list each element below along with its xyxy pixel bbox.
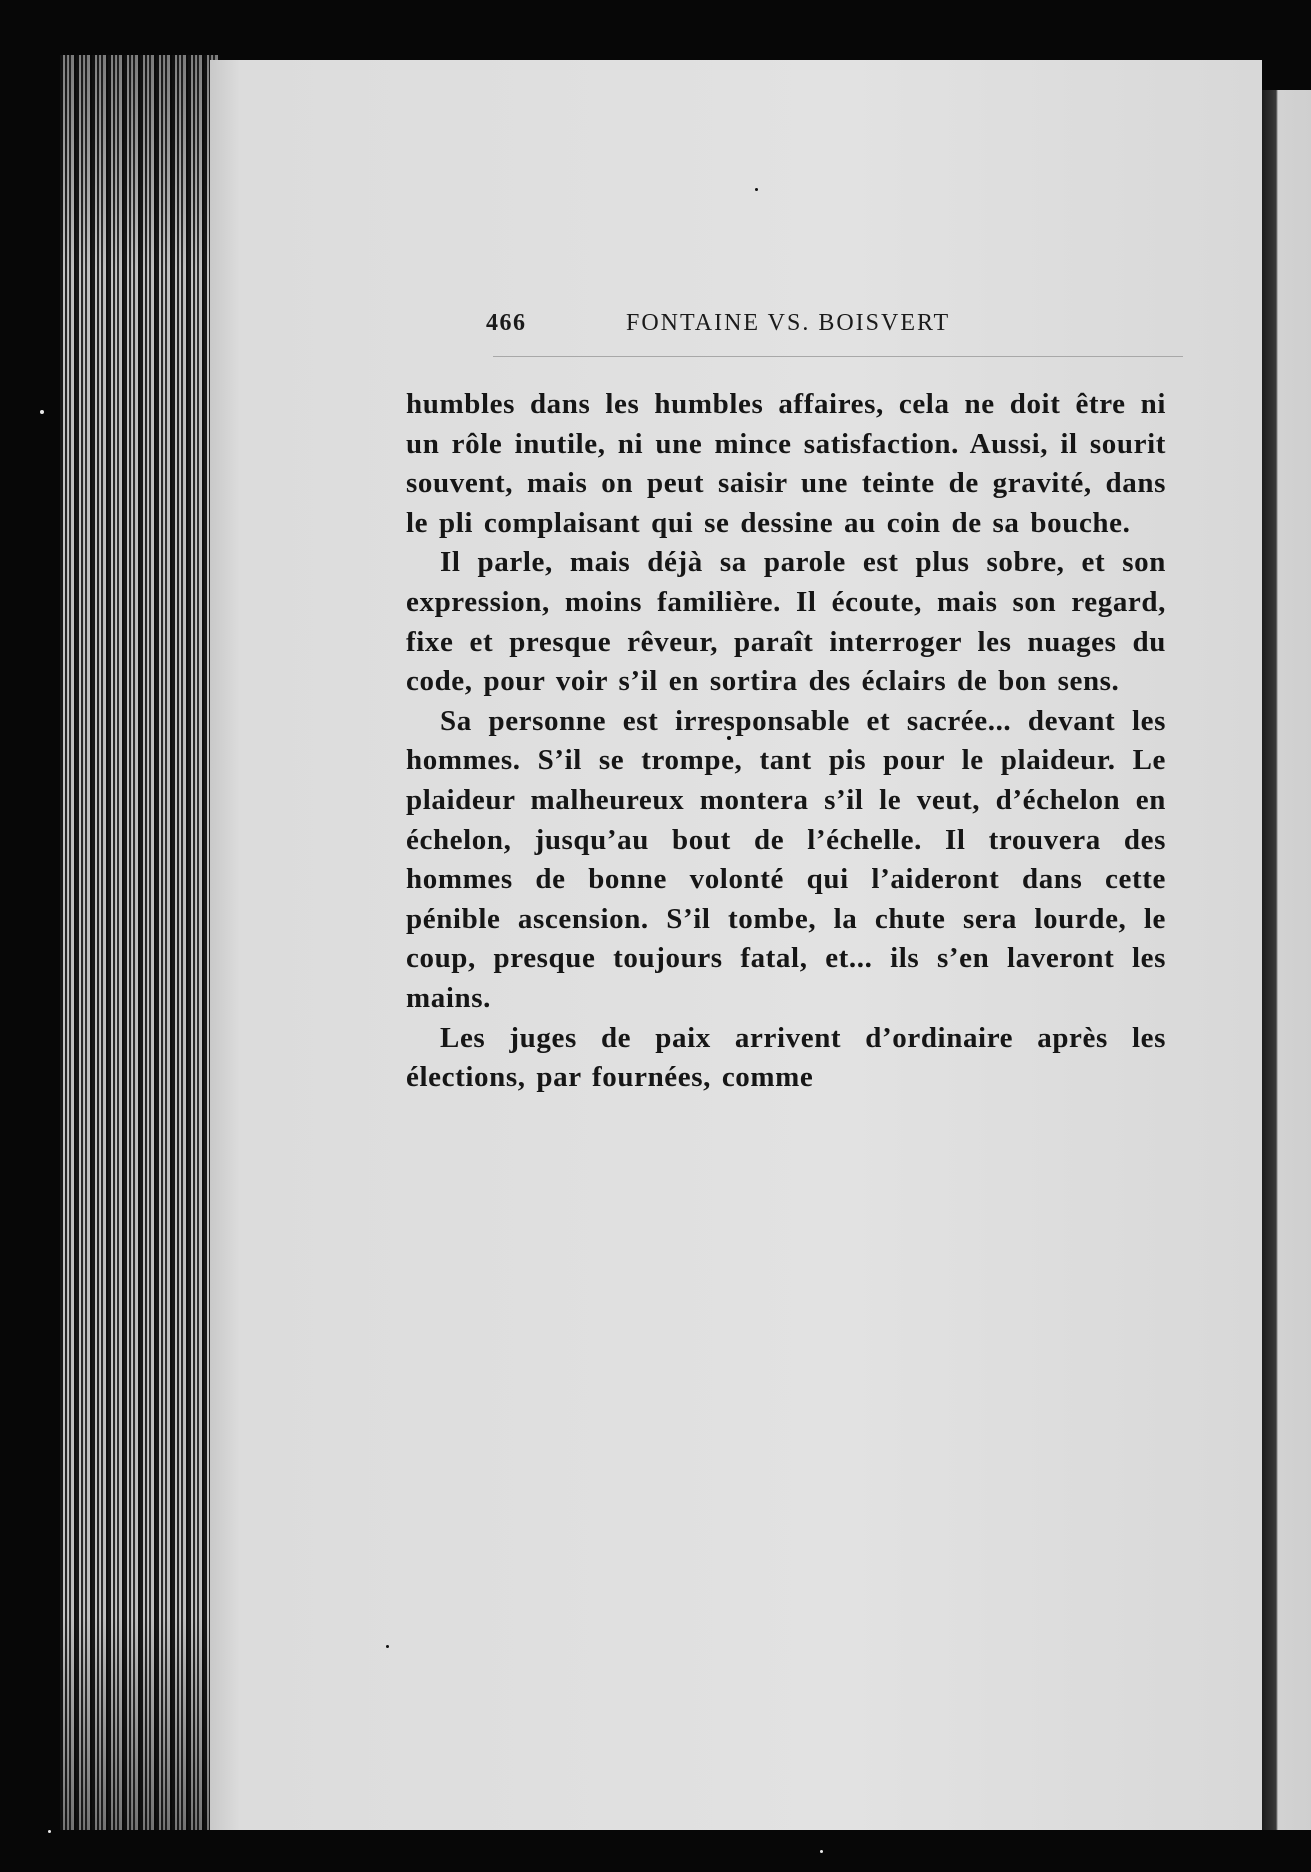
scan-speck — [48, 1830, 51, 1833]
book-page-edges — [60, 55, 220, 1830]
paragraph: humbles dans les humbles affaires, cela ne doit être ni un rôle inutile, ni une mince satisfaction. Aussi, il sourit souvent, mais on peut saisir une teinte de gravité, dans le pli complaisant qui se dessine au coin de sa bouche. — [406, 388, 1166, 539]
scan-speck — [386, 1645, 389, 1648]
scan-speck — [820, 1850, 823, 1853]
paragraph: Il parle, mais déjà sa parole est plus sobre, et son expression, moins familière. Il écoute, mais son regard, fixe et presque rêveur, paraît interroger les nuages du code, pour voir s’il en sortira des éclairs de bon sens. — [406, 546, 1166, 698]
book-page — [210, 60, 1262, 1830]
scan-speck — [755, 188, 758, 191]
paragraph: Sa personne est irresponsable et sacrée... devant les hommes. S’il se trompe, tant pis pour le plaideur. Le plaideur malheureux montera s’il le veut, d’échelon en échelon, jusqu’au bout de l’échelle. Il trouvera des hommes de bonne volonté qui l’aideront dans cette pénible ascension. S’il tombe, la chute sera lourde, le coup, presque toujours fatal, et... ils s’en laveront les mains. — [406, 704, 1166, 1014]
scan-speck — [40, 410, 44, 414]
facing-page-edge — [1262, 90, 1311, 1830]
header-rule — [493, 356, 1183, 357]
page-number: 466 — [486, 310, 527, 336]
running-title: FONTAINE VS. BOISVERT — [626, 310, 951, 336]
running-head — [486, 310, 1186, 350]
body-text — [406, 385, 1166, 1098]
paragraph: Les juges de paix arrivent d’ordinaire après les élections, par fournées, comme — [406, 1021, 1166, 1094]
